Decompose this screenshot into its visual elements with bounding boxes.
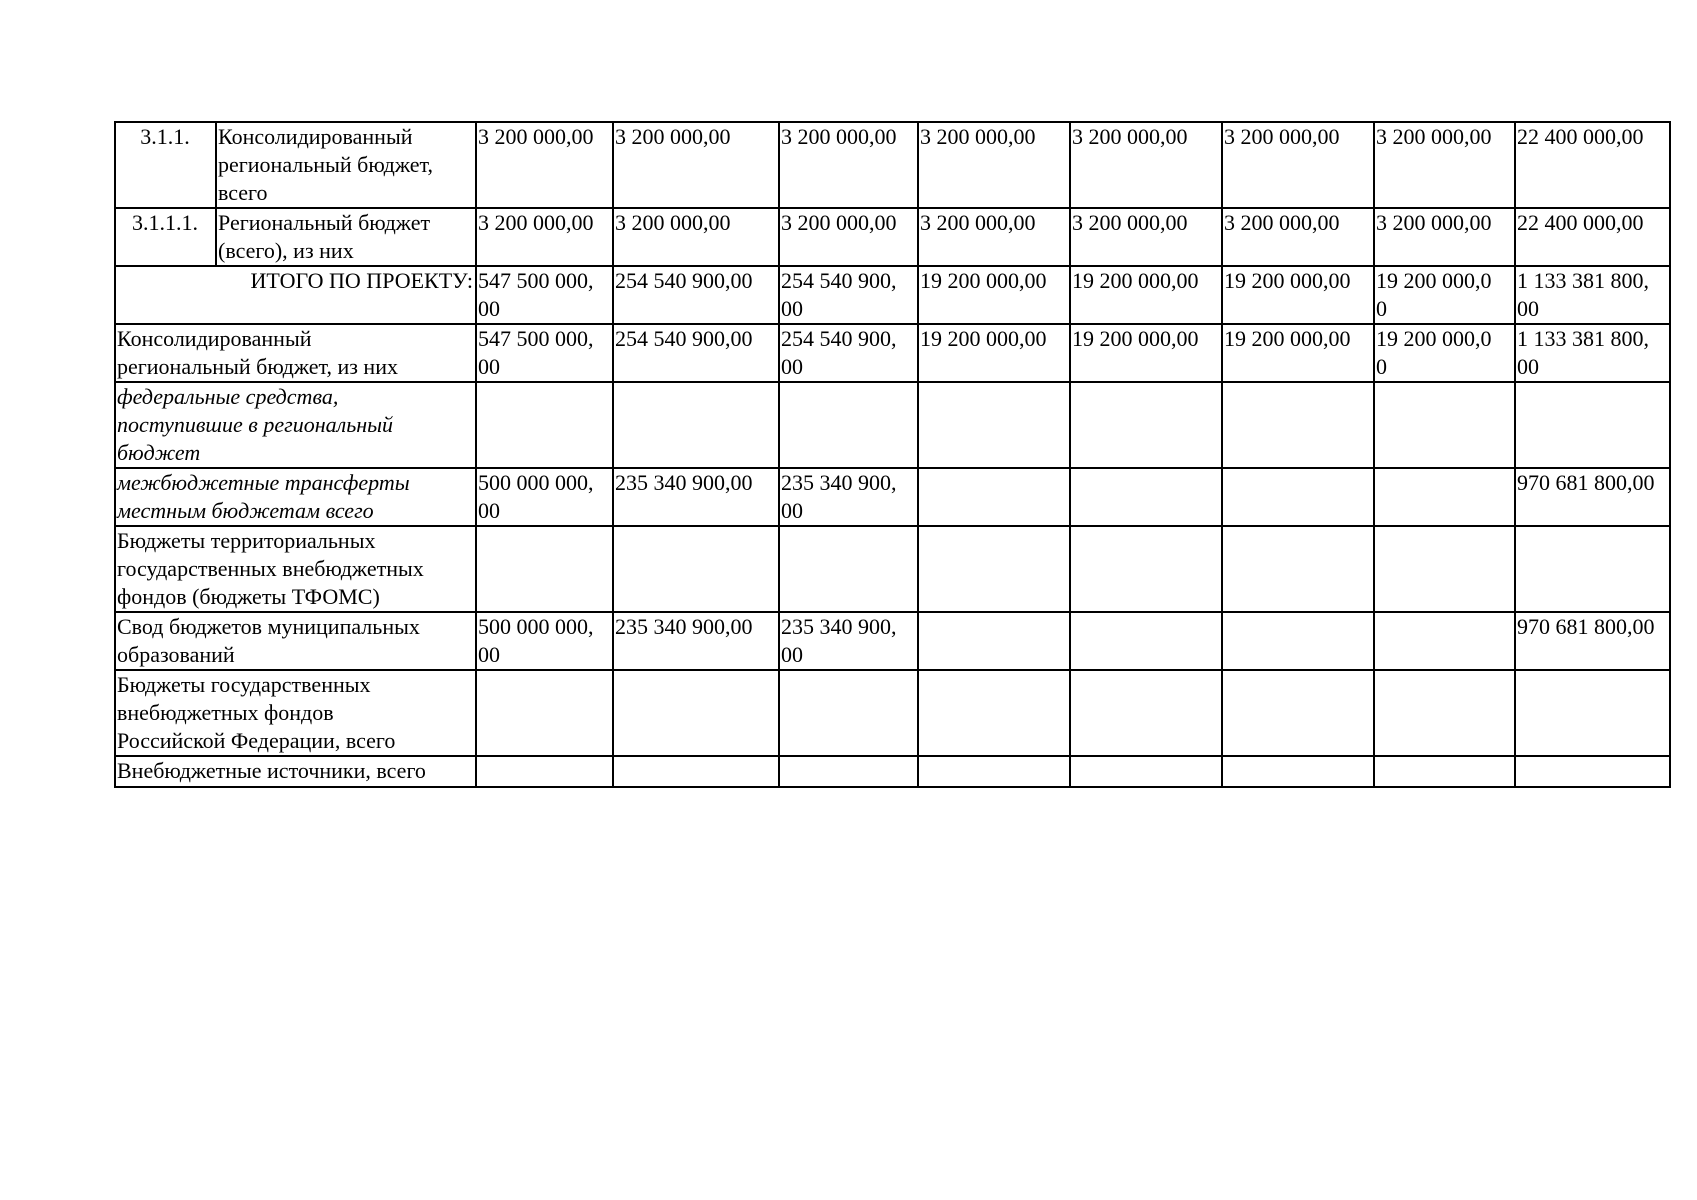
row-label-line: Бюджеты территориальных [117,528,376,553]
value-cell [613,208,779,266]
row-label-line: Российской Федерации, всего [117,728,396,753]
value-cell [918,612,1070,670]
value-cell [613,382,779,468]
value-cell [779,468,918,526]
value-line: 3 200 000,00 [478,124,594,149]
value-line: 235 340 900,00 [615,470,753,495]
value-cell [1222,468,1374,526]
row-label [115,324,476,382]
value-cell [476,468,613,526]
value-line: 1 133 381 800, [1517,326,1649,351]
value-line: 00 [781,498,803,523]
row-label-line: образований [117,642,235,667]
value-line: 3 200 000,00 [920,124,1036,149]
value-line: 970 681 800,00 [1517,614,1655,639]
value-cell [1222,670,1374,756]
value-line: 254 540 900,00 [615,268,753,293]
value-line: 547 500 000, [478,268,594,293]
value-line: 00 [478,642,500,667]
value-line: 0 [1376,296,1387,321]
row-label [115,526,476,612]
value-line: 19 200 000,00 [1072,326,1199,351]
value-line: 235 340 900, [781,614,897,639]
table-row [115,122,1670,208]
value-line: 00 [478,296,500,321]
value-cell [1374,382,1515,468]
value-cell [613,670,779,756]
value-cell [1070,324,1222,382]
row-label-line: Внебюджетные источники, всего [117,758,426,783]
row-label-line: Консолидированный [117,326,312,351]
value-cell [1515,670,1670,756]
value-cell [1374,670,1515,756]
table-row [115,612,1670,670]
value-line: 0 [1376,354,1387,379]
row-label-line: всего [218,180,268,205]
value-line: 00 [1517,296,1539,321]
value-cell [1222,756,1374,787]
value-cell [1515,266,1670,324]
value-line: 00 [478,354,500,379]
row-label-line: Консолидированный [218,124,413,149]
value-line: 00 [781,354,803,379]
table-row [115,756,1670,787]
value-cell [1222,612,1374,670]
row-code: 3.1.1.1. [115,208,216,266]
row-label [216,208,476,266]
value-cell [1515,208,1670,266]
value-cell [1515,468,1670,526]
value-line: 19 200 000,00 [1224,268,1351,293]
value-cell [1374,468,1515,526]
value-line: 3 200 000,00 [615,210,731,235]
value-cell [918,756,1070,787]
value-line: 3 200 000,00 [1376,124,1492,149]
value-cell [918,468,1070,526]
value-cell [1070,208,1222,266]
row-label-line: поступившие в региональный [117,412,394,437]
value-line: 547 500 000, [478,326,594,351]
row-label-line: Бюджеты государственных [117,672,371,697]
value-line: 235 340 900, [781,470,897,495]
value-cell [1374,324,1515,382]
row-label-line: государственных внебюджетных [117,556,424,581]
row-label [216,122,476,208]
table-row [115,670,1670,756]
value-cell [1070,612,1222,670]
row-label-line: ИТОГО ПО ПРОЕКТУ: [250,268,473,293]
value-line: 00 [781,296,803,321]
table-row [115,266,1670,324]
value-line: 3 200 000,00 [1376,210,1492,235]
value-cell [1515,122,1670,208]
value-cell [779,266,918,324]
value-line: 22 400 000,00 [1517,210,1644,235]
value-cell [779,612,918,670]
value-line: 970 681 800,00 [1517,470,1655,495]
row-label [115,382,476,468]
value-line: 3 200 000,00 [781,210,897,235]
row-label-line: внебюджетных фондов [117,700,334,725]
value-cell [476,382,613,468]
value-cell [779,382,918,468]
value-cell [613,324,779,382]
value-cell [1070,526,1222,612]
value-cell [613,266,779,324]
value-line: 19 200 000,00 [920,268,1047,293]
row-label-line: региональный бюджет, из них [117,354,398,379]
row-label-line: Свод бюджетов муниципальных [117,614,420,639]
value-line: 500 000 000, [478,614,594,639]
value-line: 19 200 000,00 [1072,268,1199,293]
value-line: 254 540 900, [781,326,897,351]
value-cell [1070,382,1222,468]
value-cell [476,324,613,382]
table-body [115,122,1670,787]
value-cell [1374,266,1515,324]
value-cell [1070,670,1222,756]
value-cell [1515,756,1670,787]
row-label-line: региональный бюджет, [218,152,433,177]
value-line: 3 200 000,00 [1072,210,1188,235]
value-cell [918,266,1070,324]
value-cell [1374,526,1515,612]
value-cell [1222,122,1374,208]
value-cell [779,324,918,382]
value-cell [1515,324,1670,382]
value-cell [779,526,918,612]
value-line: 235 340 900,00 [615,614,753,639]
value-cell [918,526,1070,612]
value-cell [1070,468,1222,526]
value-cell [1070,266,1222,324]
value-cell [1374,122,1515,208]
value-cell [613,526,779,612]
row-label [115,468,476,526]
value-cell [1374,612,1515,670]
table-row [115,324,1670,382]
value-cell [476,612,613,670]
row-label-line: фондов (бюджеты ТФОМС) [117,584,380,609]
value-cell [613,122,779,208]
value-cell [1374,208,1515,266]
row-label-line: межбюджетные трансферты [117,470,410,495]
value-line: 19 200 000,0 [1376,268,1492,293]
value-line: 00 [781,642,803,667]
value-cell [918,382,1070,468]
row-label-line: местным бюджетам всего [117,498,374,523]
table-row [115,382,1670,468]
value-line: 3 200 000,00 [1224,124,1340,149]
row-label-line: Региональный бюджет [218,210,431,235]
row-label-line: (всего), из них [218,238,354,263]
row-label [115,612,476,670]
value-cell [779,122,918,208]
value-line: 22 400 000,00 [1517,124,1644,149]
value-cell [1070,756,1222,787]
value-line: 500 000 000, [478,470,594,495]
value-line: 00 [1517,354,1539,379]
value-line: 254 540 900,00 [615,326,753,351]
value-cell [476,122,613,208]
value-line: 3 200 000,00 [478,210,594,235]
row-label [115,670,476,756]
value-line: 3 200 000,00 [1224,210,1340,235]
value-cell [1070,122,1222,208]
value-cell [918,122,1070,208]
value-line: 19 200 000,00 [920,326,1047,351]
value-cell [1374,756,1515,787]
value-line: 19 200 000,0 [1376,326,1492,351]
value-cell [1515,526,1670,612]
row-code: 3.1.1. [115,122,216,208]
value-line: 1 133 381 800, [1517,268,1649,293]
budget-table [114,121,1671,788]
value-cell [613,756,779,787]
value-line: 3 200 000,00 [615,124,731,149]
table-row [115,208,1670,266]
table-row [115,468,1670,526]
value-cell [1222,324,1374,382]
value-cell [918,324,1070,382]
value-line: 254 540 900, [781,268,897,293]
value-line: 3 200 000,00 [1072,124,1188,149]
table-row [115,526,1670,612]
value-cell [476,756,613,787]
value-line: 00 [478,498,500,523]
value-cell [779,756,918,787]
value-cell [779,208,918,266]
row-label-line: федеральные средства, [117,384,339,409]
value-cell [1222,266,1374,324]
value-cell [1222,382,1374,468]
value-cell [1222,526,1374,612]
value-cell [476,266,613,324]
value-cell [1515,382,1670,468]
value-cell [1222,208,1374,266]
value-cell [918,208,1070,266]
total-label [115,266,476,324]
value-cell [476,670,613,756]
value-cell [613,612,779,670]
value-cell [476,526,613,612]
value-line: 3 200 000,00 [781,124,897,149]
value-line: 3 200 000,00 [920,210,1036,235]
value-line: 19 200 000,00 [1224,326,1351,351]
value-cell [918,670,1070,756]
value-cell [613,468,779,526]
value-cell [779,670,918,756]
row-label-line: бюджет [117,440,201,465]
value-cell [1515,612,1670,670]
row-label [115,756,476,787]
value-cell [476,208,613,266]
